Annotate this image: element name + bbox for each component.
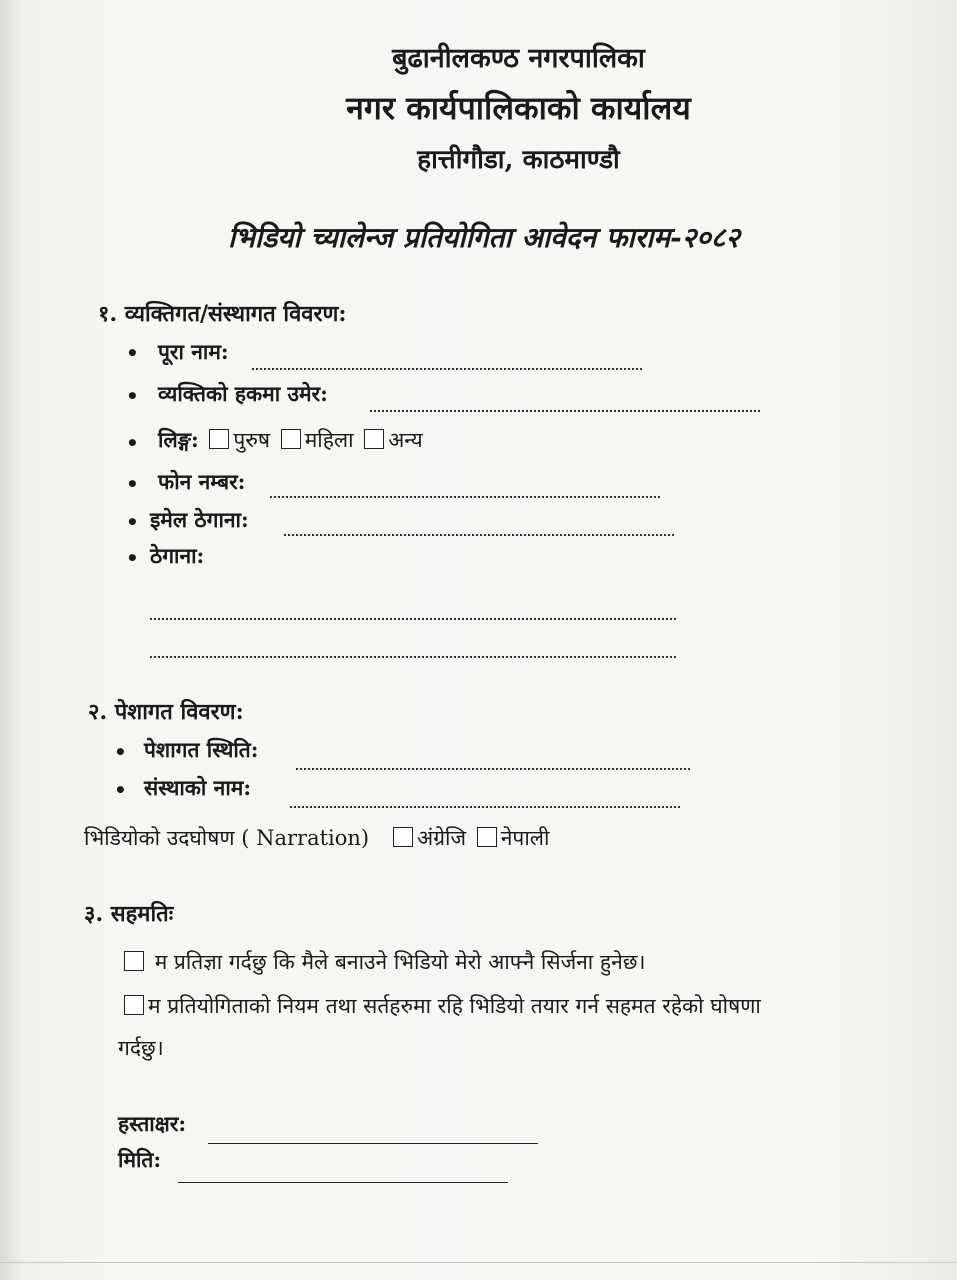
- narration-nepali-checkbox[interactable]: [477, 827, 497, 847]
- office-name: नगर कार्यपालिकाको कार्यालय: [346, 89, 691, 127]
- address-label: ठेगाना:: [150, 543, 205, 568]
- bullet: •: [126, 431, 139, 455]
- bullet: •: [126, 510, 139, 534]
- narration-row: [84, 824, 549, 852]
- bullet: •: [126, 341, 139, 365]
- age-field[interactable]: [370, 410, 760, 412]
- page-edge-shadow: [0, 0, 22, 1280]
- email-label: इमेल ठेगाना:: [150, 507, 249, 532]
- municipality-name: बुढानीलकण्ठ नगरपालिका: [392, 43, 645, 74]
- gender-row: [158, 426, 423, 454]
- narration-nepali-label: नेपाली: [500, 826, 550, 850]
- gender-male-label: पुरुष: [233, 428, 271, 452]
- bullet: •: [126, 384, 139, 408]
- consent2-text-line2: गर्दछु।: [118, 1036, 164, 1060]
- full-name-field[interactable]: [252, 368, 642, 370]
- consent2-row: [124, 992, 761, 1020]
- date-label: मिति:: [118, 1147, 162, 1172]
- consent1-text: म प्रतिज्ञा गर्दछु कि मैले बनाउने भिडियो मेरो आफ्नै सिर्जना हुनेछ।: [154, 950, 646, 974]
- section1-heading: १. व्यक्तिगत/संस्थागत विवरण:: [98, 301, 347, 327]
- section2-heading: २. पेशागत विवरण:: [88, 699, 244, 725]
- narration-english-checkbox[interactable]: [393, 827, 413, 847]
- form-title: भिडियो च्यालेन्ज प्रतियोगिता आवेदन फाराम-२०८२: [228, 221, 740, 254]
- consent1-checkbox[interactable]: [124, 951, 144, 971]
- section3-heading: ३. सहमतिः: [84, 901, 174, 927]
- narration-label: भिडियोको उदघोषण ( Narration): [84, 826, 370, 850]
- consent2-checkbox[interactable]: [124, 995, 144, 1015]
- office-address: हात्तीगौडा, काठमाण्डौ: [417, 145, 620, 175]
- signature-field[interactable]: [208, 1143, 538, 1144]
- date-field[interactable]: [178, 1182, 508, 1183]
- full-name-label: पूरा नाम:: [158, 339, 229, 364]
- gender-label: लिङ्ग:: [158, 427, 199, 452]
- gender-male-checkbox[interactable]: [209, 429, 229, 449]
- email-field[interactable]: [284, 534, 674, 536]
- occupation-status-label: पेशागत स्थिति:: [144, 737, 259, 762]
- bullet: •: [114, 740, 127, 764]
- phone-field[interactable]: [270, 496, 660, 498]
- consent2-text-line1: म प्रतियोगिताको नियम तथा सर्तहरुमा रहि भिडियो तयार गर्न सहमत रहेको घोषणा: [148, 994, 761, 1018]
- gender-other-label: अन्य: [388, 428, 423, 452]
- narration-english-label: अंग्रेजि: [417, 826, 467, 850]
- bullet: •: [126, 472, 139, 496]
- address-field-line1[interactable]: [150, 618, 676, 620]
- org-name-field[interactable]: [290, 806, 680, 808]
- phone-label: फोन नम्बर:: [158, 469, 246, 494]
- bullet: •: [126, 546, 139, 570]
- org-name-label: संस्थाको नाम:: [144, 775, 252, 800]
- signature-label: हस्ताक्षर:: [118, 1111, 187, 1136]
- gender-female-checkbox[interactable]: [281, 429, 301, 449]
- bullet: •: [114, 778, 127, 802]
- gender-other-checkbox[interactable]: [364, 429, 384, 449]
- address-field-line2[interactable]: [150, 656, 676, 658]
- gender-female-label: महिला: [304, 428, 354, 452]
- consent1-row: [124, 948, 645, 976]
- page-fold-line: [0, 1262, 957, 1263]
- occupation-status-field[interactable]: [296, 768, 690, 770]
- age-label: व्यक्तिको हकमा उमेर:: [158, 381, 328, 406]
